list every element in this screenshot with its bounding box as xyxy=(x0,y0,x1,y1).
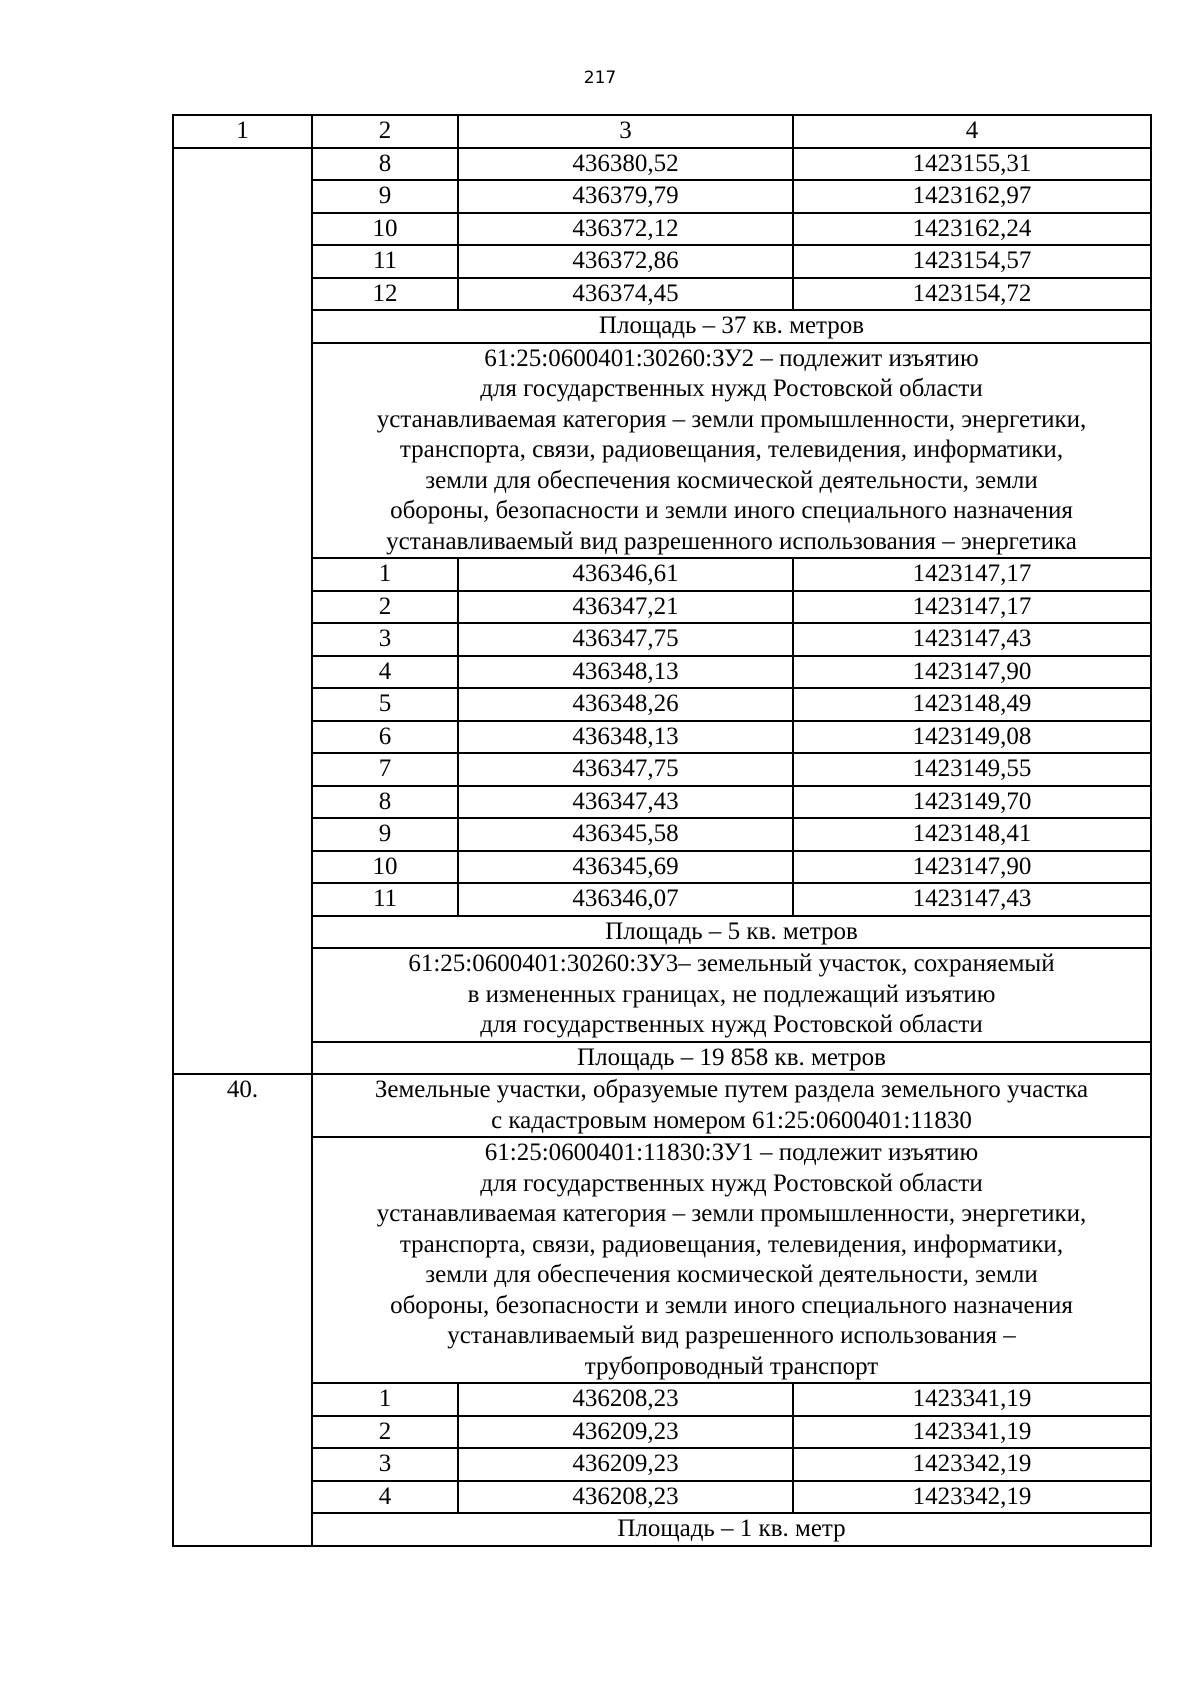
coordinate-x: 436348,13 xyxy=(458,721,793,754)
coordinate-y: 1423162,97 xyxy=(793,180,1151,213)
coordinate-x: 436346,61 xyxy=(458,558,793,591)
description-line: устанавливаемая категория – земли промышленности, энергетики, xyxy=(376,1200,1087,1227)
item-title-row xyxy=(173,1074,1151,1137)
coordinate-x: 436380,52 xyxy=(458,148,793,181)
point-number: 8 xyxy=(312,148,458,181)
coordinate-row xyxy=(173,656,1151,689)
coordinate-y: 1423147,90 xyxy=(793,656,1151,689)
coordinates-table xyxy=(172,114,1152,1547)
coordinate-x: 436347,21 xyxy=(458,591,793,624)
coordinate-row xyxy=(173,851,1151,884)
point-number: 9 xyxy=(312,180,458,213)
page-number: 217 xyxy=(583,68,617,88)
header-cell: 2 xyxy=(312,115,458,148)
coordinate-y: 1423147,43 xyxy=(793,623,1151,656)
description-line: 61:25:0600401:30260:ЗУ2 – подлежит изъятию xyxy=(484,344,979,372)
description-line: для государственных нужд Ростовской области xyxy=(480,1011,983,1038)
coordinate-y: 1423147,90 xyxy=(793,851,1151,884)
coordinate-y: 1423342,19 xyxy=(793,1481,1151,1514)
header-row xyxy=(173,115,1151,148)
point-number: 3 xyxy=(312,623,458,656)
coordinate-row xyxy=(173,180,1151,213)
coordinate-x: 436347,75 xyxy=(458,623,793,656)
area-row xyxy=(173,310,1151,343)
description-line: с кадастровым номером 61:25:0600401:11830 xyxy=(491,1106,972,1134)
coordinate-x: 436345,58 xyxy=(458,818,793,851)
header-cell: 1 xyxy=(173,115,312,148)
coordinate-row xyxy=(173,688,1151,721)
description-line: в измененных границах, не подлежащий изъятию xyxy=(467,980,996,1008)
description-line: транспорта, связи, радиовещания, телевидения, информатики, xyxy=(399,1230,1064,1258)
parcel-description-row xyxy=(173,1137,1151,1383)
coordinate-row xyxy=(173,1383,1151,1416)
coordinate-x: 436346,07 xyxy=(458,883,793,916)
coordinate-row xyxy=(173,558,1151,591)
coordinate-y: 1423154,72 xyxy=(793,278,1151,311)
coordinate-x: 436345,69 xyxy=(458,851,793,884)
coordinate-row xyxy=(173,278,1151,311)
coordinate-x: 436347,75 xyxy=(458,753,793,786)
point-number: 11 xyxy=(312,245,458,278)
coordinate-y: 1423149,55 xyxy=(793,753,1151,786)
description-line: 61:25:0600401:11830:ЗУ1 – подлежит изъятию xyxy=(484,1139,979,1166)
coordinate-row xyxy=(173,721,1151,754)
point-number: 1 xyxy=(312,1383,458,1416)
coordinate-x: 436348,13 xyxy=(458,656,793,689)
parcel-description xyxy=(312,1137,1151,1383)
coordinate-y: 1423147,17 xyxy=(793,591,1151,624)
parcel-description-row xyxy=(173,343,1151,559)
coordinate-x: 436347,43 xyxy=(458,786,793,819)
area-text: Площадь – 1 кв. метр xyxy=(312,1513,1151,1546)
point-number: 12 xyxy=(312,278,458,311)
description-line: транспорта, связи, радиовещания, телевидения, информатики, xyxy=(399,436,1064,463)
coordinate-x: 436348,26 xyxy=(458,688,793,721)
coordinate-y: 1423154,57 xyxy=(793,245,1151,278)
point-number: 3 xyxy=(312,1448,458,1481)
coordinate-y: 1423155,31 xyxy=(793,148,1151,181)
description-line: для государственных нужд Ростовской области xyxy=(480,375,983,402)
point-number: 10 xyxy=(312,213,458,246)
point-number: 6 xyxy=(312,721,458,754)
coordinate-y: 1423341,19 xyxy=(793,1416,1151,1449)
parcel-description xyxy=(312,343,1151,559)
area-text: Площадь – 37 кв. метров xyxy=(312,310,1151,343)
coordinate-y: 1423341,19 xyxy=(793,1383,1151,1416)
description-line: обороны, безопасности и земли иного специального назначения xyxy=(390,497,1073,524)
point-number: 5 xyxy=(312,688,458,721)
description-line: земли для обеспечения космической деятельности, земли xyxy=(425,466,1038,494)
coordinate-row xyxy=(173,1481,1151,1514)
coordinate-row xyxy=(173,786,1151,819)
point-number: 1 xyxy=(312,558,458,591)
coordinate-row xyxy=(173,591,1151,624)
coordinate-y: 1423147,43 xyxy=(793,883,1151,916)
area-text: Площадь – 5 кв. метров xyxy=(312,916,1151,949)
point-number: 2 xyxy=(312,591,458,624)
point-number: 8 xyxy=(312,786,458,819)
description-line: для государственных нужд Ростовской области xyxy=(480,1169,983,1197)
description-line: Земельные участки, образуемые путем раздела земельного участка xyxy=(374,1076,1089,1103)
coordinate-y: 1423148,49 xyxy=(793,688,1151,721)
coordinate-row xyxy=(173,245,1151,278)
coordinate-x: 436208,23 xyxy=(458,1383,793,1416)
description-line: земли для обеспечения космической деятельности, земли xyxy=(425,1261,1038,1288)
header-cell: 3 xyxy=(458,115,793,148)
coordinate-y: 1423149,08 xyxy=(793,721,1151,754)
description-line: устанавливаемая категория – земли промышленности, энергетики, xyxy=(376,405,1087,433)
coordinate-y: 1423342,19 xyxy=(793,1448,1151,1481)
area-row xyxy=(173,1513,1151,1546)
area-row xyxy=(173,916,1151,949)
point-number: 4 xyxy=(312,656,458,689)
item-number: 40. xyxy=(173,1074,312,1546)
item-number-empty xyxy=(173,148,312,1075)
coordinate-x: 436374,45 xyxy=(458,278,793,311)
coordinate-row xyxy=(173,148,1151,181)
point-number: 11 xyxy=(312,883,458,916)
coordinate-row xyxy=(173,213,1151,246)
coordinate-row xyxy=(173,883,1151,916)
coordinate-x: 436209,23 xyxy=(458,1416,793,1449)
coordinate-row xyxy=(173,1416,1151,1449)
header-cell: 4 xyxy=(793,115,1151,148)
description-line: устанавливаемый вид разрешенного использования – энергетика xyxy=(386,527,1077,555)
parcel-description-row xyxy=(173,948,1151,1042)
coordinate-y: 1423148,41 xyxy=(793,818,1151,851)
description-line: обороны, безопасности и земли иного специального назначения xyxy=(390,1291,1073,1319)
parcel-description xyxy=(312,948,1151,1042)
coordinate-row xyxy=(173,818,1151,851)
point-number: 9 xyxy=(312,818,458,851)
point-number: 10 xyxy=(312,851,458,884)
coordinate-y: 1423162,24 xyxy=(793,213,1151,246)
description-line: трубопроводный транспорт xyxy=(584,1352,879,1380)
coordinate-row xyxy=(173,753,1151,786)
coordinate-x: 436208,23 xyxy=(458,1481,793,1514)
area-text: Площадь – 19 858 кв. метров xyxy=(312,1042,1151,1075)
point-number: 7 xyxy=(312,753,458,786)
coordinate-y: 1423149,70 xyxy=(793,786,1151,819)
coordinate-x: 436379,79 xyxy=(458,180,793,213)
description-line: 61:25:0600401:30260:ЗУ3– земельный участок, сохраняемый xyxy=(408,950,1055,977)
point-number: 4 xyxy=(312,1481,458,1514)
description-line: устанавливаемый вид разрешенного использования – xyxy=(447,1322,1016,1349)
item-title xyxy=(312,1074,1151,1137)
point-number: 2 xyxy=(312,1416,458,1449)
coordinate-row xyxy=(173,623,1151,656)
coordinate-x: 436372,12 xyxy=(458,213,793,246)
coordinate-row xyxy=(173,1448,1151,1481)
coordinate-y: 1423147,17 xyxy=(793,558,1151,591)
area-row xyxy=(173,1042,1151,1075)
coordinate-x: 436372,86 xyxy=(458,245,793,278)
coordinate-x: 436209,23 xyxy=(458,1448,793,1481)
